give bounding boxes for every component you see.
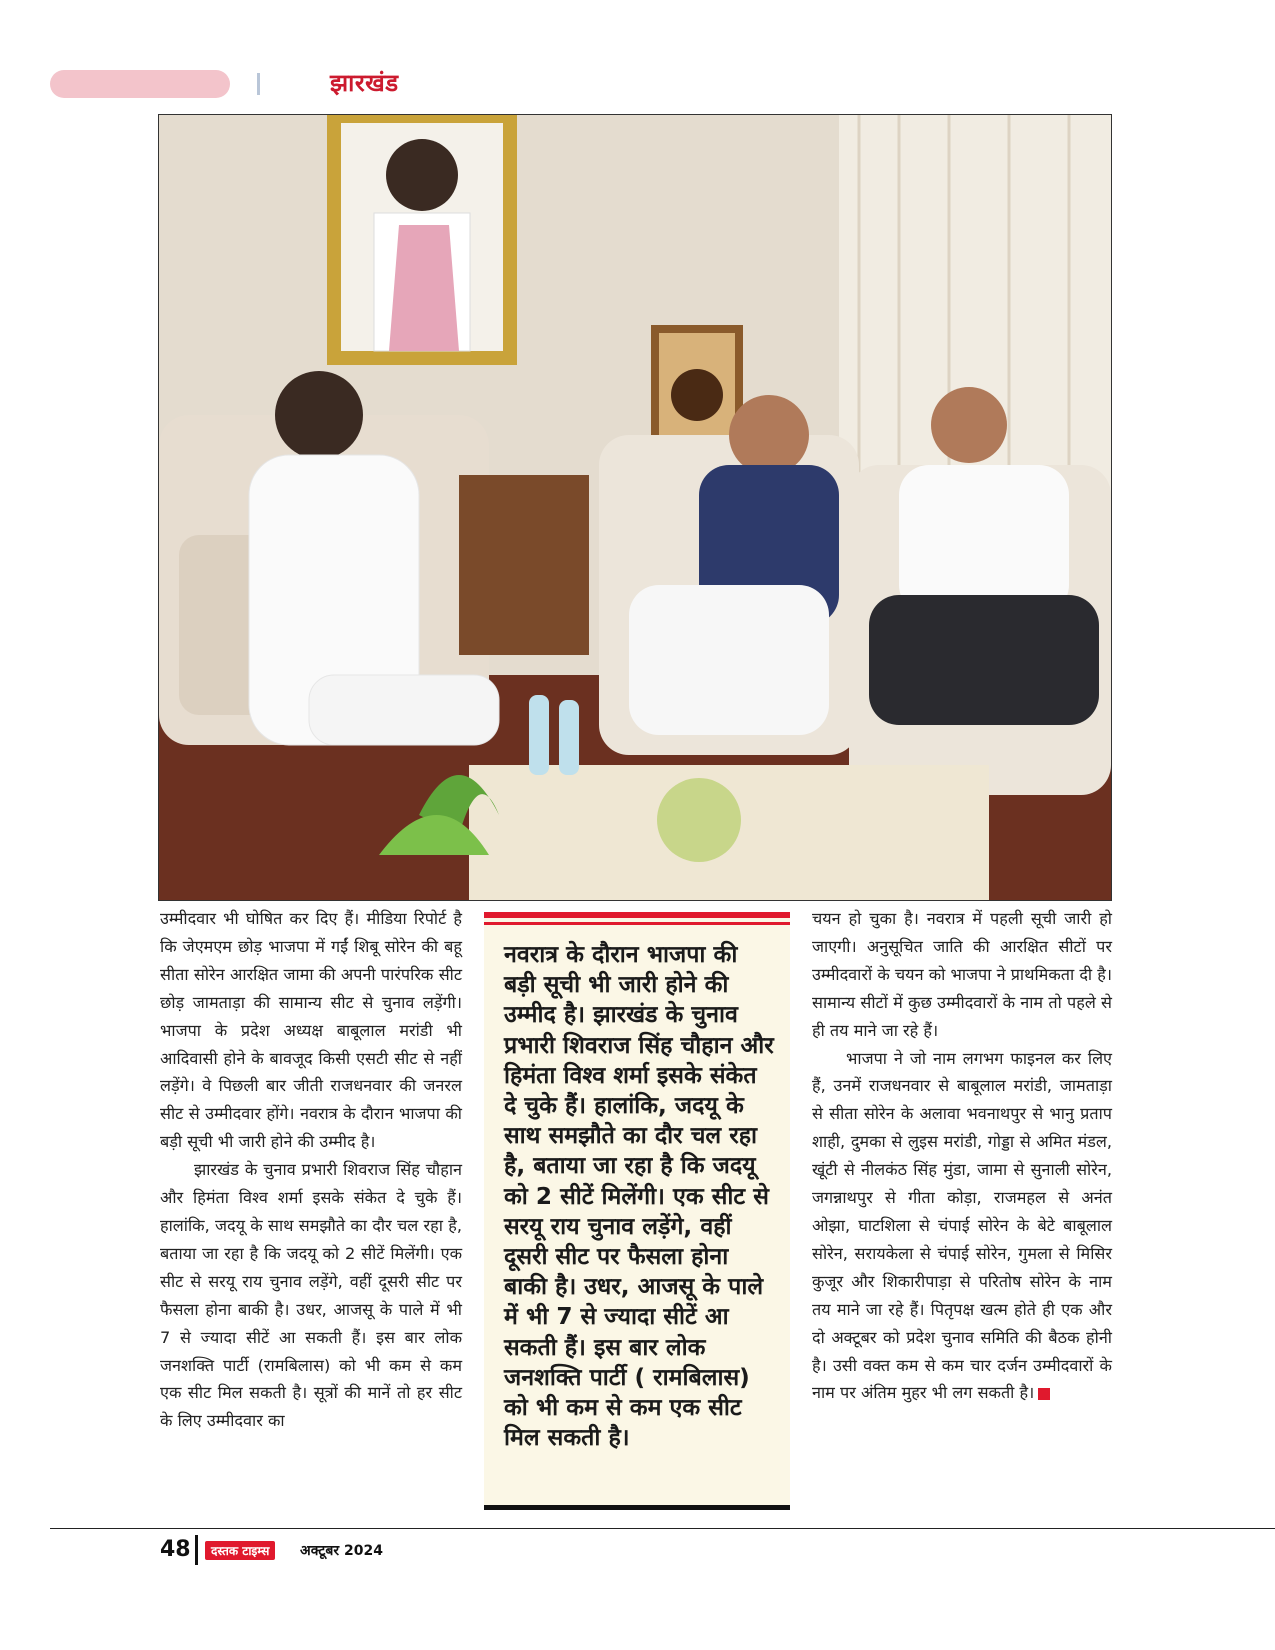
end-of-article-mark-icon — [1038, 1388, 1050, 1400]
article-paragraph: झारखंड के चुनाव प्रभारी शिवराज सिंह चौहान और हिमंता विश्व शर्मा इसके संकेत दे चुके हैं। हालांकि, जदयू के साथ समझौते का दौर चल रहा है, बताया जा रहा है कि जदयू को 2 सीटें मिलेंगी। एक सीट से सरयू राय चुनाव लड़ेंगे, वहीं दूसरी सीट पर फैसला होना बाकी है। उधर, आजसू के पाले में भी 7 से ज्यादा सीटें आ सकती हैं। इस बार लोक जनशक्ति पार्टी (रामबिलास) को भी कम से कम एक सीट मिल सकती है। सूत्रों की मानें तो हर सीट के लिए उम्मीदवार का — [160, 1160, 462, 1431]
masthead-logo: दस्तक टाइम्स — [205, 1541, 275, 1560]
pull-quote-text: नवरात्र के दौरान भाजपा की बड़ी सूची भी जारी होने की उम्मीद है। झारखंड के चुनाव प्रभारी शिवराज सिंह चौहान और हिमंता विश्व शर्मा इसके संकेत दे चुके हैं। हालांकि, जदयू के साथ समझौते का दौर चल रहा है, बताया जा रहा है कि जदयू को 2 सीटें मिलेंगी। एक सीट से सरयू राय चुनाव लड़ेंगे, वहीं दूसरी सीट पर फैसला होना बाकी है। उधर, आजसू के पाले में भी 7 से ज्यादा सीटें आ सकती हैं। इस बार लोक जनशक्ति पार्टी ( रामबिलास) को भी कम से कम एक सीट मिल सकती है। — [504, 941, 774, 1452]
pull-quote-rule-bottom — [484, 1505, 790, 1510]
footer-divider — [195, 1535, 198, 1565]
section-tag-pill — [50, 70, 230, 98]
article-paragraph-final — [812, 1045, 1112, 1408]
footer-rule — [50, 1528, 1275, 1529]
section-title: झारखंड — [330, 69, 399, 97]
article-column-right — [812, 905, 1112, 1407]
meeting-photo-illustration — [159, 115, 1111, 900]
article-paragraph: चयन हो चुका है। नवरात्र में पहली सूची जारी हो जाएगी। अनुसूचित जाति की आरक्षित सीटों पर उम्मीदवारों के चयन को भाजपा ने प्राथमिकता दी है। सामान्य सीटों में कुछ उम्मीदवारों के नाम तो पहले से ही तय माने जा रहे हैं। — [812, 909, 1113, 1040]
article-paragraph-text: भाजपा ने जो नाम लगभग फाइनल कर लिए हैं, उनमें राजधनवार से बाबूलाल मरांडी, जामताड़ा से सीता सोरेन के अलावा भवनाथपुर से भानु प्रताप शाही, दुमका से लुइस मरांडी, गोड्डा से अमित मंडल, खूंटी से नीलकंठ सिंह मुंडा, जामा से सुनाली सोरेन, जगन्नाथपुर से गीता कोड़ा, राजमहल से अनंत ओझा, घाटशिला से चंपाई सोरेन के बेटे बाबूलाल सोरेन, सरायकेला से चंपाई सोरेन, गुमला से मिसिर कुजूर और शिकारीपाड़ा से परितोष सोरेन के नाम तय माने जा रहे हैं। पितृपक्ष खत्म होते ही एक और दो अक्टूबर को प्रदेश चुनाव समिति की बैठक होनी है। उसी वक्त कम से कम चार दर्जन उम्मीदवारों के नाम पर अंतिम मुहर भी लग सकती है। — [812, 1048, 1112, 1403]
article-paragraph: उम्मीदवार भी घोषित कर दिए हैं। मीडिया रिपोर्ट है कि जेएमएम छोड़ भाजपा में गईं शिबू सोरेन की बहू सीता सोरेन आरक्षित जामा की अपनी पारंपरिक सीट छोड़ जामताड़ा की सामान्य सीट से चुनाव लड़ेंगी। भाजपा के प्रदेश अध्यक्ष बाबूलाल मरांडी भी आदिवासी होने के बावजूद किसी एसटी सीट से नहीं लड़ेंगे। वे पिछली बार जीती राजधनवार की जनरल सीट से उम्मीदवार होंगे। नवरात्र के दौरान भाजपा की बड़ी सूची भी जारी होने की उम्मीद है। — [160, 909, 462, 1152]
header-divider — [257, 73, 260, 95]
pull-quote-rule-top — [484, 912, 790, 918]
pull-quote-rule-top-thin — [484, 922, 790, 925]
meeting-photo — [158, 114, 1112, 901]
page-number: 48 — [160, 1537, 191, 1562]
issue-date: अक्टूबर 2024 — [300, 1543, 383, 1559]
article-column-left — [160, 905, 462, 1435]
